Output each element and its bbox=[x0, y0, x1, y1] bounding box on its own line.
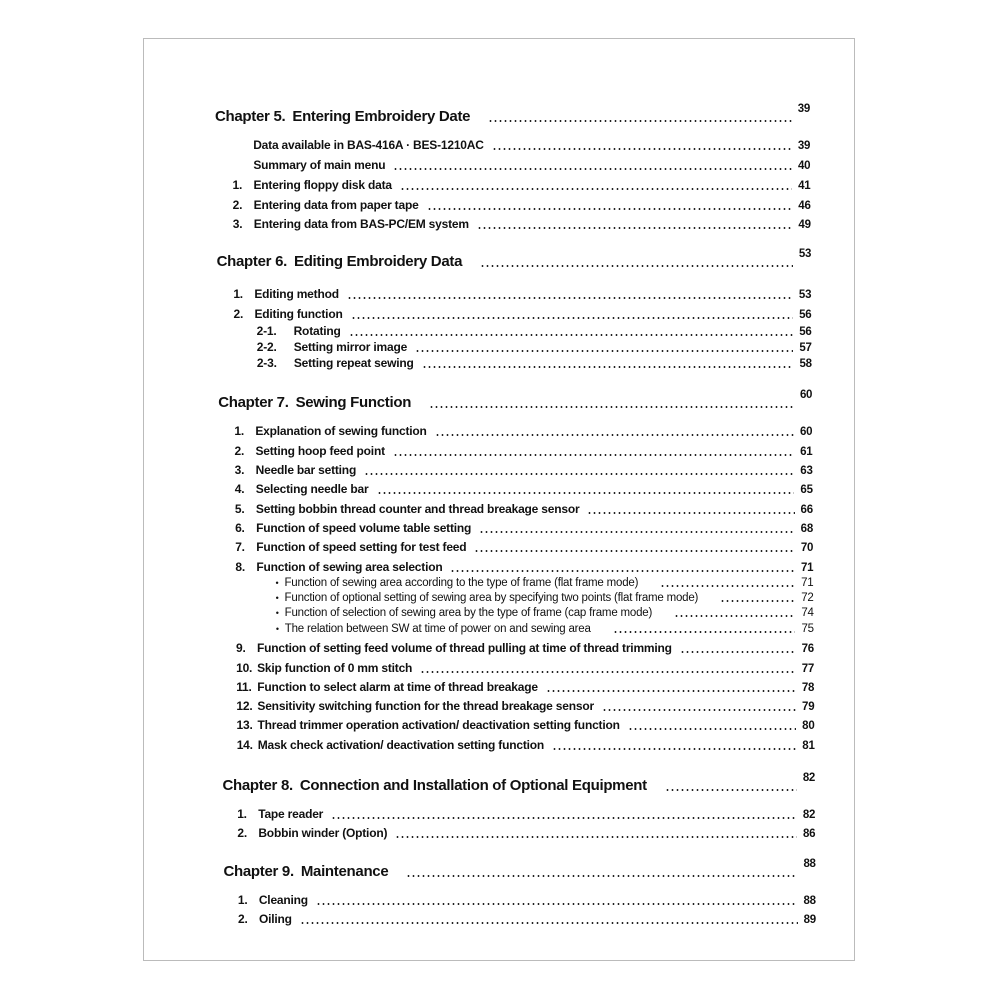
toc-entry bbox=[257, 356, 812, 371]
toc-entry bbox=[237, 826, 815, 841]
entry-title: Function of optional setting of sewing area by specifying two points (flat frame mode) bbox=[284, 592, 699, 604]
entry-title: Maintenance bbox=[300, 863, 389, 880]
entry-title: Editing function bbox=[254, 307, 343, 321]
bullet-icon: • bbox=[275, 624, 279, 634]
entry-number: 13. bbox=[236, 718, 253, 732]
entry-title: Sensitivity switching function for the thread breakage sensor bbox=[257, 699, 594, 713]
chapter-number: Chapter 8. bbox=[222, 777, 293, 794]
entry-title: Tape reader bbox=[258, 807, 324, 821]
entry-title: Function of setting feed volume of thread pulling at time of thread trimming bbox=[256, 641, 672, 655]
document-page bbox=[143, 38, 855, 961]
toc-entry bbox=[276, 606, 814, 620]
chapter-heading bbox=[215, 103, 810, 125]
entry-number: 1. bbox=[237, 807, 247, 821]
entry-title: Sewing Function bbox=[295, 394, 412, 411]
entry-title: Rotating bbox=[293, 324, 341, 338]
toc-entry bbox=[276, 622, 814, 636]
page-number: 82 bbox=[802, 809, 816, 821]
dot-leader bbox=[587, 512, 794, 514]
page-number: 72 bbox=[801, 592, 814, 604]
dot-leader bbox=[415, 350, 793, 352]
dot-leader bbox=[349, 334, 794, 336]
entry-title: The relation between SW at time of power on and sewing area bbox=[284, 623, 591, 635]
entry-number: 6. bbox=[235, 521, 245, 535]
dot-leader bbox=[674, 615, 795, 617]
page-number: 79 bbox=[802, 701, 815, 713]
dot-leader bbox=[613, 631, 796, 633]
toc-entry bbox=[238, 893, 816, 908]
entry-title: Cleaning bbox=[258, 893, 308, 907]
toc-entry bbox=[232, 158, 810, 173]
dot-leader bbox=[316, 903, 798, 905]
dot-leader bbox=[720, 600, 795, 602]
entry-title: Skip function of 0 mm stitch bbox=[257, 661, 413, 675]
entry-title: Connection and Installation of Optional Equipment bbox=[299, 777, 647, 794]
dot-leader bbox=[300, 922, 798, 924]
chapter-heading bbox=[216, 248, 812, 270]
entry-title: Entering Embroidery Date bbox=[292, 108, 471, 125]
dot-leader bbox=[422, 366, 794, 368]
entry-number: 2. bbox=[238, 912, 248, 926]
toc-entry bbox=[235, 482, 813, 497]
toc-entry bbox=[232, 138, 810, 153]
entry-title: Function to select alarm at time of thread breakage bbox=[257, 680, 538, 694]
page-number: 68 bbox=[800, 523, 814, 535]
entry-number: 1. bbox=[232, 178, 243, 192]
entry-number: 8. bbox=[235, 560, 245, 574]
chapter-number: Chapter 6. bbox=[216, 253, 287, 270]
entry-title: Thread trimmer operation activation/ deactivation setting function bbox=[257, 718, 620, 732]
page-number: 88 bbox=[803, 895, 816, 907]
entry-number: 9. bbox=[235, 641, 246, 655]
page-number: 56 bbox=[799, 326, 812, 338]
dot-leader bbox=[680, 651, 796, 653]
dot-leader bbox=[480, 265, 793, 267]
toc-entry bbox=[236, 680, 814, 695]
page-number: 82 bbox=[802, 772, 816, 784]
chapter-number: Chapter 5. bbox=[215, 108, 286, 125]
page-number: 77 bbox=[801, 663, 815, 675]
dot-leader bbox=[364, 473, 794, 475]
page-number: 49 bbox=[798, 219, 811, 231]
dot-leader bbox=[450, 570, 795, 572]
dot-leader bbox=[665, 789, 797, 791]
dot-leader bbox=[479, 531, 795, 533]
page-number: 76 bbox=[801, 643, 814, 655]
entry-title: Function of sewing area selection bbox=[256, 560, 443, 574]
page-number: 53 bbox=[798, 248, 812, 260]
entry-number: 5. bbox=[234, 502, 245, 516]
entry-title: Entering data from BAS-PC/EM system bbox=[253, 217, 469, 231]
toc-entry bbox=[234, 424, 812, 439]
page-number: 40 bbox=[797, 160, 811, 172]
dot-leader bbox=[488, 120, 792, 122]
entry-title: Summary of main menu bbox=[253, 158, 386, 172]
toc-entry bbox=[235, 463, 813, 478]
entry-title: Function of speed setting for test feed bbox=[256, 540, 467, 554]
page-number: 89 bbox=[803, 914, 816, 926]
dot-leader bbox=[602, 709, 796, 711]
entry-title: Needle bar setting bbox=[255, 463, 357, 477]
page-number: 71 bbox=[801, 577, 814, 589]
entry-number: 1. bbox=[237, 893, 248, 907]
dot-leader bbox=[347, 297, 793, 299]
dot-leader bbox=[351, 317, 793, 319]
entry-number: 1. bbox=[234, 424, 244, 438]
entry-number: 2. bbox=[233, 307, 244, 321]
page-number: 39 bbox=[797, 140, 811, 152]
dot-leader bbox=[331, 817, 797, 819]
toc-entry bbox=[233, 307, 811, 322]
toc-entry bbox=[235, 502, 813, 517]
entry-number: 2-2. bbox=[256, 340, 277, 354]
page-number: 63 bbox=[800, 465, 813, 477]
entry-number: 7. bbox=[235, 540, 245, 554]
toc-entry bbox=[238, 912, 816, 927]
toc-entry bbox=[233, 178, 811, 193]
entry-number: 2-3. bbox=[256, 356, 277, 370]
page-number: 65 bbox=[800, 484, 813, 496]
page-number: 60 bbox=[799, 426, 813, 438]
toc-entry bbox=[234, 444, 812, 459]
page-number: 41 bbox=[798, 180, 811, 192]
entry-number: 12. bbox=[236, 699, 253, 713]
toc-entry bbox=[233, 287, 811, 302]
bullet-icon: • bbox=[275, 608, 279, 618]
dot-leader bbox=[393, 454, 794, 456]
dot-leader bbox=[435, 434, 794, 436]
dot-leader bbox=[420, 671, 796, 673]
entry-title: Function of speed volume table setting bbox=[256, 521, 472, 535]
bullet-icon: • bbox=[275, 578, 279, 588]
dot-leader bbox=[474, 550, 794, 552]
dot-leader bbox=[400, 188, 792, 190]
toc-entry bbox=[237, 807, 815, 822]
toc-entry bbox=[233, 217, 811, 232]
page-number: 61 bbox=[800, 446, 813, 458]
dot-leader bbox=[492, 148, 792, 150]
entry-title: Function of sewing area according to the type of frame (flat frame mode) bbox=[284, 577, 639, 589]
entry-number: 2. bbox=[237, 826, 247, 840]
page-number: 53 bbox=[798, 289, 812, 301]
dot-leader bbox=[477, 227, 793, 229]
entry-number: 14. bbox=[236, 738, 253, 752]
toc-entry bbox=[237, 738, 815, 753]
page-number: 57 bbox=[799, 342, 812, 354]
toc-entry bbox=[276, 591, 814, 605]
page-number: 74 bbox=[801, 607, 814, 619]
entry-title: Entering data from paper tape bbox=[253, 198, 419, 212]
entry-title: Setting bobbin thread counter and thread breakage sensor bbox=[255, 502, 580, 516]
entry-number: 2-1. bbox=[256, 324, 277, 338]
toc-entry bbox=[257, 340, 812, 355]
toc-entry bbox=[236, 699, 814, 714]
page-number: 81 bbox=[802, 740, 815, 752]
page-number: 58 bbox=[799, 358, 812, 370]
toc-entry bbox=[275, 576, 813, 590]
entry-title: Setting hoop feed point bbox=[255, 444, 385, 458]
page-number: 56 bbox=[799, 309, 812, 321]
entry-title: Bobbin winder (Option) bbox=[258, 826, 388, 840]
entry-number: 11. bbox=[236, 680, 252, 694]
page-number: 39 bbox=[797, 103, 810, 115]
entry-title: Oiling bbox=[259, 912, 292, 926]
dot-leader bbox=[660, 585, 795, 587]
page-number: 71 bbox=[800, 562, 814, 574]
entry-title: Mask check activation/ deactivation setting function bbox=[257, 738, 545, 752]
toc-entry bbox=[235, 540, 813, 555]
entry-title: Entering floppy disk data bbox=[253, 178, 392, 192]
page-number: 86 bbox=[802, 828, 816, 840]
entry-number: 10. bbox=[236, 661, 253, 675]
entry-number: 2. bbox=[234, 444, 245, 458]
bullet-icon: • bbox=[275, 593, 279, 603]
dot-leader bbox=[429, 406, 794, 408]
entry-title: Setting repeat sewing bbox=[293, 356, 414, 370]
entry-title: Data available in BAS-416A · BES-1210AC bbox=[253, 138, 484, 152]
page-number: 88 bbox=[803, 858, 816, 870]
toc-entry bbox=[236, 661, 814, 676]
toc-entry bbox=[237, 718, 815, 733]
entry-number: 3. bbox=[234, 463, 245, 477]
page-number: 78 bbox=[801, 682, 815, 694]
dot-leader bbox=[406, 875, 797, 877]
entry-number: 1. bbox=[233, 287, 243, 301]
entry-title: Editing method bbox=[254, 287, 339, 301]
dot-leader bbox=[546, 690, 796, 692]
chapter-number: Chapter 9. bbox=[223, 863, 294, 880]
dot-leader bbox=[393, 168, 792, 170]
dot-leader bbox=[552, 748, 796, 750]
entry-number: 3. bbox=[232, 217, 243, 231]
page-number: 66 bbox=[800, 504, 813, 516]
chapter-heading bbox=[222, 772, 816, 794]
page-number: 70 bbox=[800, 542, 814, 554]
page-number: 46 bbox=[798, 200, 811, 212]
toc-entry bbox=[233, 198, 811, 213]
dot-leader bbox=[628, 728, 796, 730]
toc-entry bbox=[257, 324, 812, 339]
entry-title: Selecting needle bar bbox=[255, 482, 369, 496]
entry-title: Editing Embroidery Data bbox=[293, 253, 463, 270]
dot-leader bbox=[395, 836, 797, 838]
page-number: 80 bbox=[802, 720, 815, 732]
toc-entry bbox=[235, 560, 813, 575]
chapter-heading bbox=[218, 389, 813, 411]
toc-entry bbox=[236, 641, 814, 656]
entry-title: Setting mirror image bbox=[293, 340, 408, 354]
chapter-heading bbox=[223, 858, 816, 880]
chapter-number: Chapter 7. bbox=[218, 394, 289, 411]
dot-leader bbox=[377, 492, 795, 494]
entry-title: Explanation of sewing function bbox=[255, 424, 427, 438]
toc-entry bbox=[235, 521, 813, 536]
dot-leader bbox=[427, 208, 793, 210]
page-number: 75 bbox=[801, 623, 814, 635]
entry-number: 2. bbox=[232, 198, 243, 212]
entry-number: 4. bbox=[234, 482, 245, 496]
entry-title: Function of selection of sewing area by the type of frame (cap frame mode) bbox=[284, 607, 653, 619]
page-number: 60 bbox=[799, 389, 813, 401]
